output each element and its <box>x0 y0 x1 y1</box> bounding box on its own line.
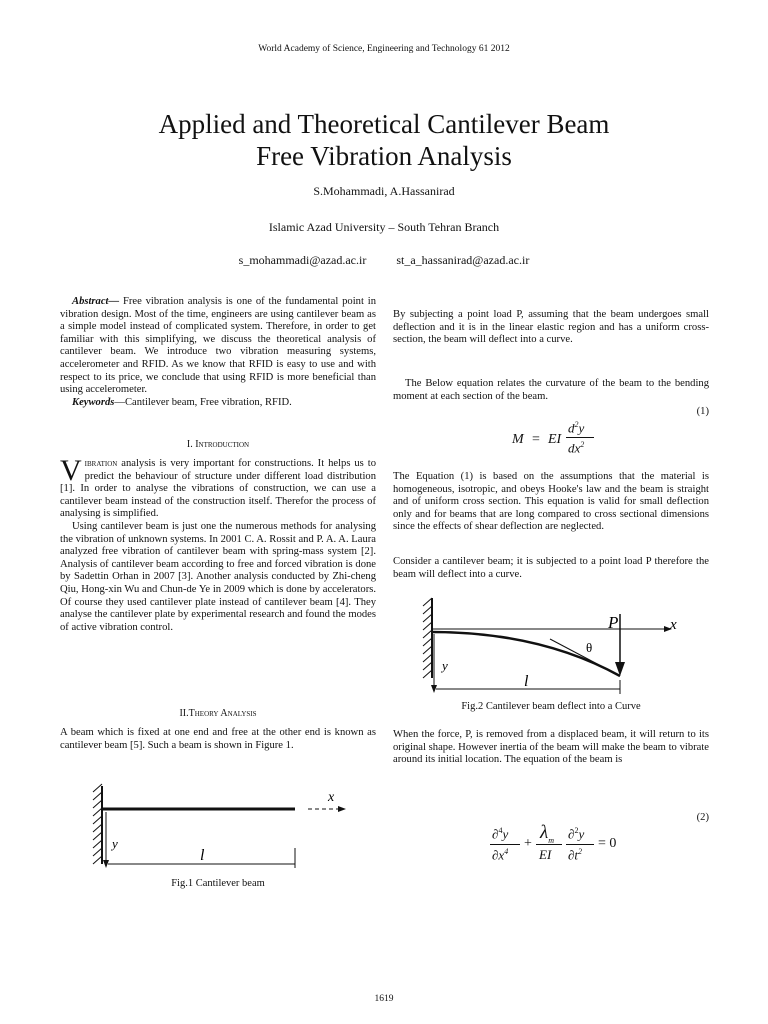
theory-paragraph-1: A beam which is fixed at one end and free at the other end is known as cantilever beam [5]. Such a beam is shown in Figure 1. <box>60 727 376 751</box>
section-heading-theory: II.Theory Analysis <box>179 708 257 719</box>
fig1-y-label: y <box>112 836 118 851</box>
eq1-fraction-bar <box>566 437 594 438</box>
keywords-text: —Cantilever beam, Free vibration, RFID. <box>114 396 292 408</box>
fig2-theta-label: θ <box>586 640 593 655</box>
fig2-y-label: y <box>442 658 448 673</box>
page-number: 1619 <box>374 994 394 1004</box>
eq2-fraction-bar-3 <box>566 844 594 845</box>
email-2: st_a_hassanirad@azad.ac.ir <box>396 253 530 267</box>
equation-2-number: (2) <box>696 812 709 823</box>
equation-1-number: (1) <box>696 406 709 417</box>
fixed-support-hatch-2 <box>423 598 432 678</box>
fixed-support-hatch <box>93 784 102 864</box>
tangent-line <box>550 639 620 676</box>
email-1: s_mohammadi@azad.ac.ir <box>238 253 367 267</box>
abstract-label: Abstract— <box>72 296 120 307</box>
figure-1-cantilever <box>90 782 350 872</box>
keywords-label: Keywords <box>72 396 115 408</box>
figure-1-caption: Fig.1 Cantilever beam <box>171 878 265 889</box>
equation-2: ∂$^4$y $\partial x^4$ + $\lambda_m$ EI ∂$^2$y $\partial t^2$ = 0 <box>492 822 617 863</box>
abstract-text: Free vibration analysis is one of the fundamental point in vibration design. Most of the time, engineers are using cantilever beam as a simple model instead of complicated system. Therefore, in order to get familiar with this simplifying, we discuss the theoretical analysis of cantilever beam. We introduce two vibration measuring systems, accelerometer and RFID. As we know that RFID is easy to use and with respect to its price, we conclude that using RFID is more beneficial than using accelerometer. <box>60 296 376 396</box>
right-paragraph-3: The Equation (1) is based on the assumptions that the material is homogeneous, isotropic, and obeys Hooke's law and the beam is straight and of uniform cross section. This equation is valid for small deflection only and for beams that are long compared to cross sectional dimensions since the effects of shear deflection are neglected. <box>393 471 709 533</box>
title-line-2: Free Vibration Analysis <box>256 141 512 171</box>
right-paragraph-4: Consider a cantilever beam; it is subjected to a point load P therefore the beam will deflect into a curve. <box>393 556 709 580</box>
right-paragraph-5: When the force, P, is removed from a displaced beam, it will return to its original shape. However inertia of the beam will make the beam to vibrate around its initial location. The equation of the beam is <box>393 729 709 766</box>
fig2-l-label: l <box>524 673 529 690</box>
authors: S.Mohammadi, A.Hassanirad <box>313 184 455 198</box>
title-line-1: Applied and Theoretical Cantilever Beam <box>158 109 610 139</box>
right-paragraph-1: By subjecting a point load P, assuming that the beam undergoes small deflection and it is in the linear elastic region and has a uniform cross-section, the beam will deflect into a curve. <box>393 309 709 346</box>
emails <box>0 253 768 268</box>
fig2-x-label: x <box>670 617 677 633</box>
figure-2-deflected-beam <box>420 596 700 696</box>
paper-title <box>84 108 684 172</box>
abstract <box>60 296 376 409</box>
right-paragraph-2: The Below equation relates the curvature of the beam to the bending moment at each section of the beam. <box>393 378 709 402</box>
intro-paragraph-2: Using cantilever beam is just one the numerous methods for analysing the vibration of unknown systems. In 2001 C. A. Rossit and P. A. A. Laura analyzed free vibration of cantilever beam with spring-mass system [2]. Analysis of cantilever beam according to free and forced vibration is done by Sadettin Orhan in 2007 [3]. Another analysis conducted by Zhi-cheng Qiu, Hong-xin Wu and Chun-de Ye in 2009 which is done by accelerators. Of course they used cantilever plate instead of cantilever beam [4]. They analyse the cantilever plate by experimental research and found the modes of active vibration control. <box>60 520 376 633</box>
fig1-l-label: l <box>200 847 205 864</box>
eq2-fraction-bar-1 <box>490 844 520 845</box>
figure-2-caption: Fig.2 Cantilever beam deflect into a Curve <box>461 701 641 712</box>
fig1-x-label: x <box>328 790 335 805</box>
x-arrow-icon <box>338 806 346 812</box>
intro-paragraph-1: analysis is very important for constructions. It helps us to predict the behaviour of structure under different load distribution [1]. In order to analyse the vibrations of construction, we can use a cantilever beam instead of the construction itself. Therefor the process of analysing is simplified. <box>60 458 376 520</box>
fig2-p-label: P <box>608 613 619 632</box>
journal-header: World Academy of Science, Engineering and Technology 61 2012 <box>258 44 510 54</box>
affiliation: Islamic Azad University – South Tehran Branch <box>268 220 500 234</box>
eq2-fraction-bar-2 <box>536 844 562 845</box>
introduction-body: Vibration analysis is very important for constructions. It helps us to predict the behaviour of structure under different load distribution [1]. In order to analyse the vibrations of construction, we can use a cantilever beam instead of the construction itself. Therefor the process of analysing is simplified. Using cantilever beam is just one the numerous methods for analysing the vibration of unknown systems. In 2001 C. A. Rossit and P. A. A. Laura analyzed free vibration of cantilever beam with spring-mass system [2]. Analysis of cantilever beam according to free and forced vibration is done by Sadettin Orhan in 2007 [3]. Another analysis conducted by Zhi-cheng Qiu, Hong-xin Wu and Chun-de Ye in 2009 which is done by accelerators. Of course they used cantilever plate instead of cantilever beam [4]. They analyse the cantilever plate by experimental research and found the modes of active vibration control. <box>60 454 376 633</box>
section-heading-introduction: I. Introduction <box>186 439 250 450</box>
drop-cap: V <box>60 454 82 487</box>
